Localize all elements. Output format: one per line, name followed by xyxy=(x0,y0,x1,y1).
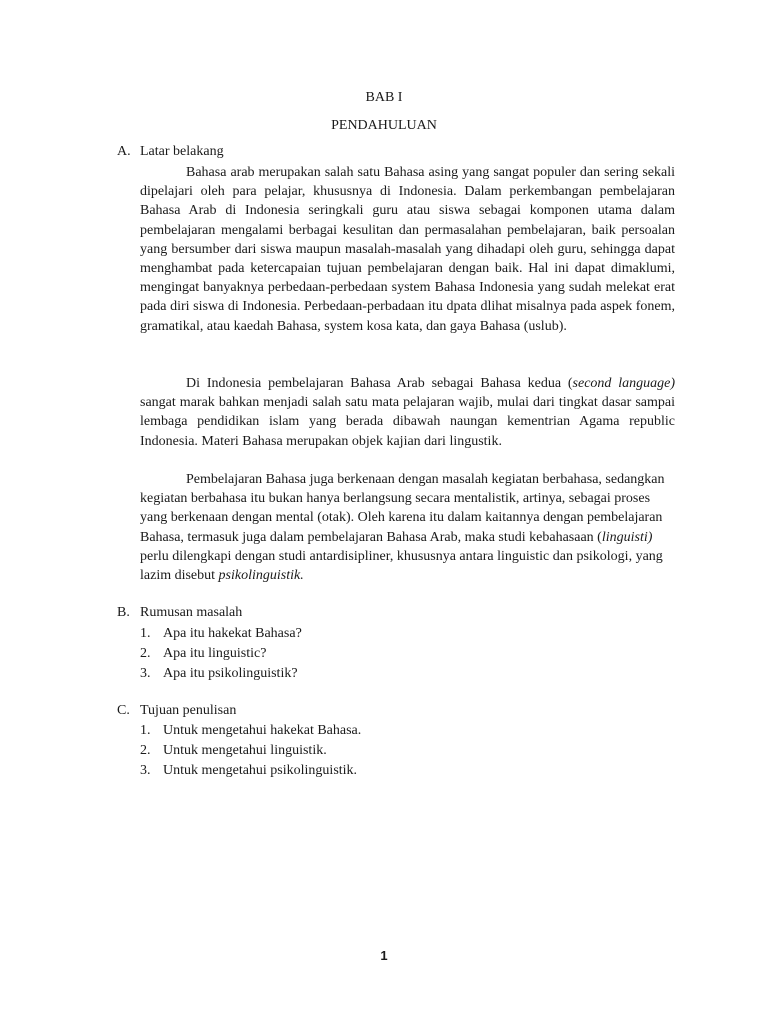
chapter-title: PENDAHULUAN xyxy=(331,118,437,133)
objective-list xyxy=(140,721,361,781)
list-item xyxy=(140,644,302,664)
paragraph-2-part-2: sangat marak bahkan menjadi salah satu mata pelajaran wajib, mulai dari tingkat dasar sampai lembaga pendidikan islam yang berada dibawah naungan kementrian Agama republic Indonesia. Materi Bahasa merupakan objek kajian dari lingustik. xyxy=(140,395,675,449)
list-item-text: Untuk mengetahui linguistik. xyxy=(163,743,327,758)
list-item xyxy=(140,741,361,761)
list-item xyxy=(140,664,302,684)
paragraph-2-italic: second language) xyxy=(572,376,675,391)
paragraph-1: Bahasa arab merupakan salah satu Bahasa asing yang sangat populer dan sering sekali dipelajari oleh para pelajar, khususnya di Indonesia. Dalam perkembangan pembelajaran Bahasa Arab di Indonesia seringkali guru atau siswa sebagai komponen utama dalam pembelajaran mengalami berbagai kesulitan dan permasalahan pembelajaran, baik persoalan yang bersumber dari siswa maupun masalah-masalah yang dihadapi oleh guru, sehingga dapat menghambat pada ketercapaian tujuan pembelajaran dengan baik. Hal ini dapat dimaklumi, mengingat banyaknya perbedaan-perbedaan system Bahasa Indonesia yang sudah melekat erat pada diri siswa di Indonesia. Perbedaan-perbadaan itu dpata dlihat misalnya pada aspek fonem, gramatikal, atau kaedah Bahasa, system kosa kata, dan gaya Bahasa (uslub). xyxy=(140,165,675,334)
paragraph-2 xyxy=(140,374,675,451)
list-item xyxy=(140,761,361,781)
paragraph-3 xyxy=(140,470,675,585)
list-item-number: 2. xyxy=(140,743,151,758)
paragraph-3-italic-2: psikolinguistik. xyxy=(218,568,304,584)
problem-list xyxy=(140,624,302,684)
section-b-heading xyxy=(117,605,242,621)
list-item-number: 1. xyxy=(140,723,151,738)
paragraph-3-part-1: Pembelajaran Bahasa juga berkenaan dengan masalah kegiatan berbahasa, sedangkan kegiatan berbahasa itu bukan hanya berlangsung secara mentalistik, artinya, sebagai proses yang berkenaan dengan mental (otak). Oleh karena itu dalam kaitannya dengan pembelajaran Bahasa, termasuk juga dalam pembelajaran Bahasa Arab, maka studi kebahasaan ( xyxy=(140,472,665,545)
list-item-text: Apa itu psikolinguistik? xyxy=(163,666,298,681)
paragraph-2-block xyxy=(140,374,675,451)
paragraph-2-part-1: Di Indonesia pembelajaran Bahasa Arab sebagai Bahasa kedua ( xyxy=(186,376,573,391)
paragraph-3-part-2: perlu dilengkapi dengan studi antardisipliner, khususnya antara linguistic dan psikologi, yang lazim disebut xyxy=(140,548,663,584)
list-item xyxy=(140,624,302,644)
list-item-text: Apa itu linguistic? xyxy=(163,646,267,661)
section-a-title: Latar belakang xyxy=(140,144,224,159)
chapter-number: BAB I xyxy=(365,90,403,105)
list-item-number: 2. xyxy=(140,646,151,661)
list-item-text: Apa itu hakekat Bahasa? xyxy=(163,626,302,641)
paragraph-3-italic-1: linguisti) xyxy=(601,529,653,545)
page-number: 1 xyxy=(380,948,388,963)
section-b-letter: B. xyxy=(117,605,130,620)
list-item-text: Untuk mengetahui psikolinguistik. xyxy=(163,763,358,778)
section-a-heading xyxy=(117,144,224,160)
section-b-title: Rumusan masalah xyxy=(140,605,243,620)
paragraph-3-block xyxy=(140,470,675,585)
section-c-title: Tujuan penulisan xyxy=(140,703,237,718)
section-c-letter: C. xyxy=(117,703,130,718)
list-item-number: 3. xyxy=(140,763,151,778)
section-c-heading xyxy=(117,703,236,719)
list-item-number: 3. xyxy=(140,666,151,681)
paragraph-1-block xyxy=(140,163,675,336)
section-a-letter: A. xyxy=(117,144,131,159)
list-item-text: Untuk mengetahui hakekat Bahasa. xyxy=(163,723,362,738)
list-item-number: 1. xyxy=(140,626,151,641)
list-item xyxy=(140,721,361,741)
